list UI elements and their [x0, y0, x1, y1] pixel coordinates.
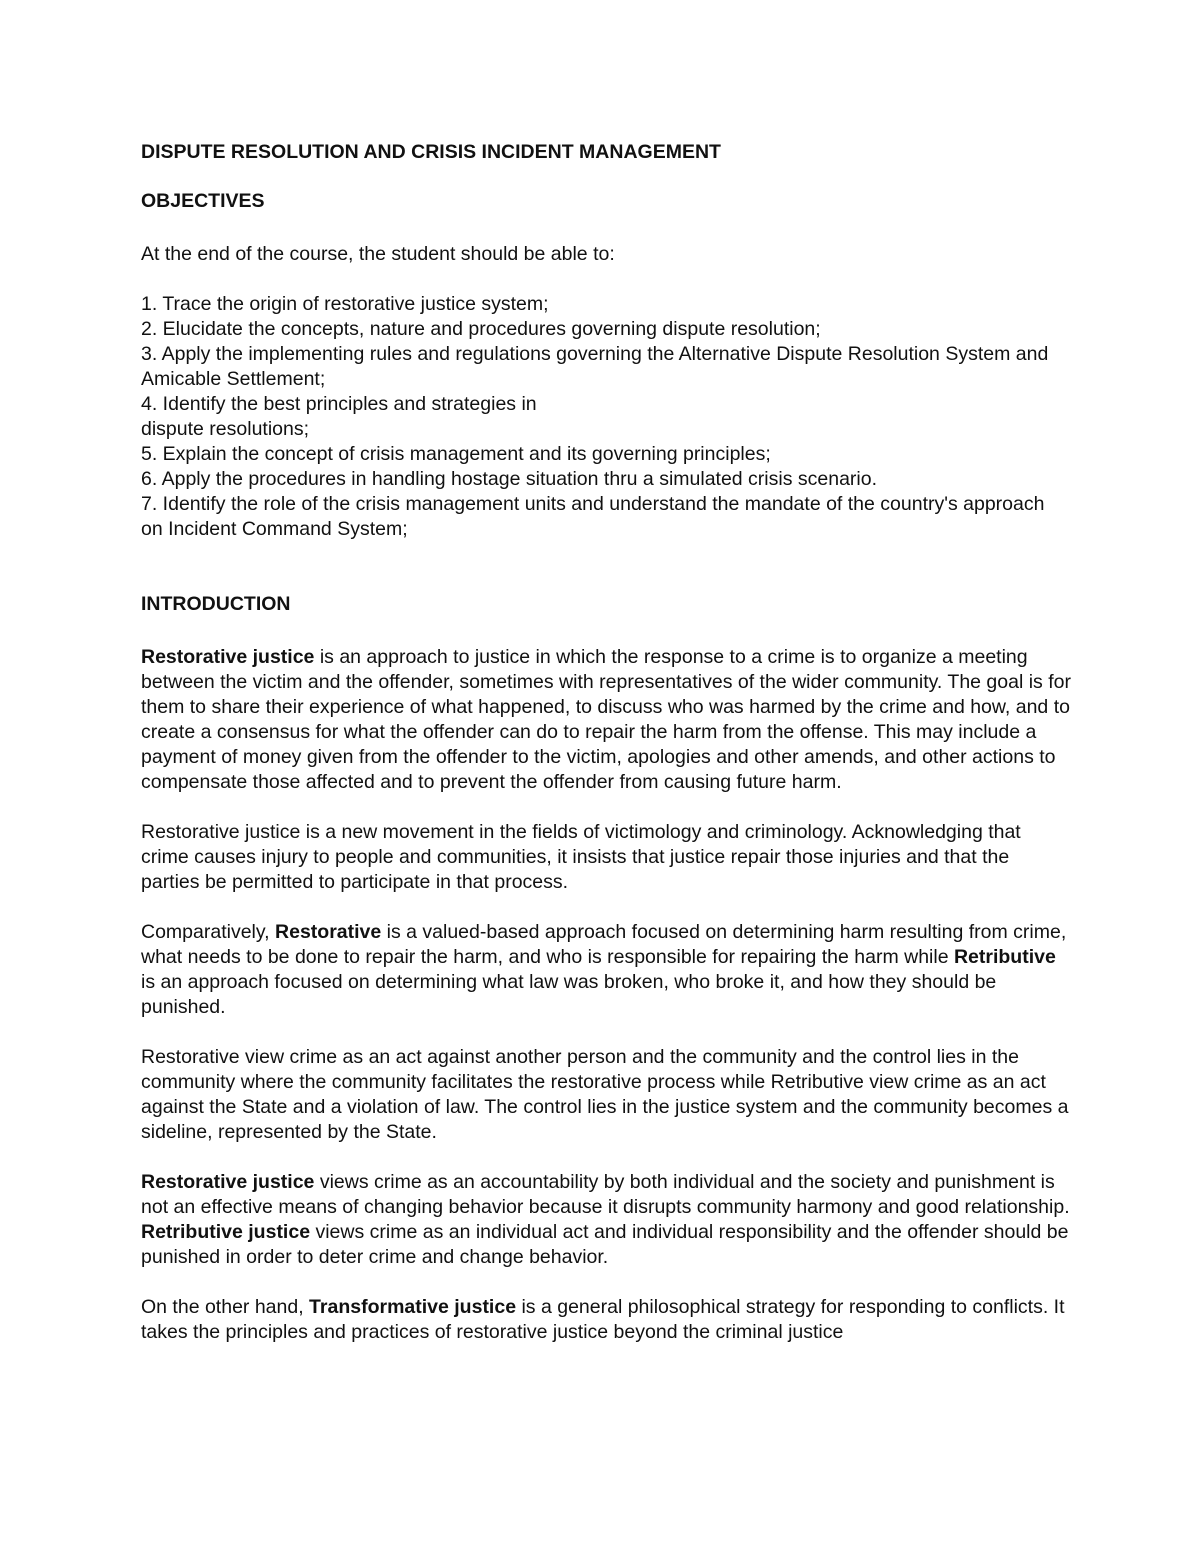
paragraph-accountability: [141, 1170, 1071, 1270]
paragraph-text: On the other hand,: [141, 1296, 310, 1318]
objectives-intro: At the end of the course, the student should be able to:: [141, 243, 615, 265]
document-body: [141, 140, 1071, 1345]
paragraph-text: is an approach focused on determining what law was broken, who broke it, and how they should be punished.: [141, 971, 997, 1018]
objective-item: 2. Elucidate the concepts, nature and procedures governing dispute resolution;: [141, 318, 821, 340]
document-title: DISPUTE RESOLUTION AND CRISIS INCIDENT MANAGEMENT: [141, 141, 721, 163]
paragraph-text: Comparatively,: [141, 921, 276, 943]
paragraph-text: views crime as an accountability by both individual and the society and punishment is not an effective means of changing behavior because it disrupts community harmony and good relationship.: [141, 1171, 1070, 1218]
objective-item: 5. Explain the concept of crisis management and its governing principles;: [141, 443, 771, 465]
term-restorative-justice: Restorative justice: [141, 1171, 315, 1193]
objective-item: 4. Identify the best principles and strategies in: [141, 393, 537, 415]
paragraph-restorative-justice-definition: [141, 645, 1071, 795]
paragraph-text: is a general philosophical strategy for responding to conflicts. It takes the principles and practices of restorative justice beyond the criminal justice: [141, 1296, 1065, 1343]
paragraph-restorative-view: Restorative view crime as an act against another person and the community and the control lies in the community where the community facilitates the restorative process while Retributive view crime as an act against the State and a violation of law. The control lies in the justice system and the community becomes a sideline, represented by the State.: [141, 1046, 1069, 1143]
objective-item: 7. Identify the role of the crisis management units and understand the mandate of the country's approach on Incident Command System;: [141, 493, 1045, 540]
paragraph-transformative-justice: [141, 1295, 1071, 1345]
term-retributive-justice: Retributive justice: [141, 1221, 311, 1243]
objectives-list: [141, 292, 1071, 542]
objective-item-continuation: dispute resolutions;: [141, 418, 310, 440]
paragraph-comparison: [141, 920, 1071, 1020]
term-restorative-justice: Restorative justice: [141, 646, 315, 668]
objectives-heading: OBJECTIVES: [141, 190, 265, 212]
term-retributive: Retributive: [953, 946, 1056, 968]
paragraph-new-movement: Restorative justice is a new movement in the fields of victimology and criminology. Acknowledging that crime causes injury to people and communities, it insists that justice repair those injuries and that the parties be permitted to participate in that process.: [141, 821, 1021, 893]
term-restorative: Restorative: [275, 921, 382, 943]
introduction-heading: INTRODUCTION: [141, 593, 291, 615]
objective-item: 6. Apply the procedures in handling hostage situation thru a simulated crisis scenario.: [141, 468, 878, 490]
paragraph-text: is an approach to justice in which the response to a crime is to organize a meeting between the victim and the offender, sometimes with representatives of the wider community. The goal is for them to share their experience of what happened, to discuss who was harmed by the crime and how, and to create a consensus for what the offender can do to repair the harm from the offense. This may include a payment of money given from the offender to the victim, apologies and other amends, and other actions to compensate those affected and to prevent the offender from causing future harm.: [141, 646, 1071, 793]
term-transformative-justice: Transformative justice: [309, 1296, 517, 1318]
paragraph-text: is a valued-based approach focused on determining harm resulting from crime, what needs to be done to repair the harm, and who is responsible for repairing the harm while: [141, 921, 1067, 968]
paragraph-text: views crime as an individual act and individual responsibility and the offender should be punished in order to deter crime and change behavior.: [141, 1221, 1069, 1268]
objective-item: 3. Apply the implementing rules and regulations governing the Alternative Dispute Resolution System and Amicable Settlement;: [141, 343, 1049, 390]
objective-item: 1. Trace the origin of restorative justice system;: [141, 293, 549, 315]
